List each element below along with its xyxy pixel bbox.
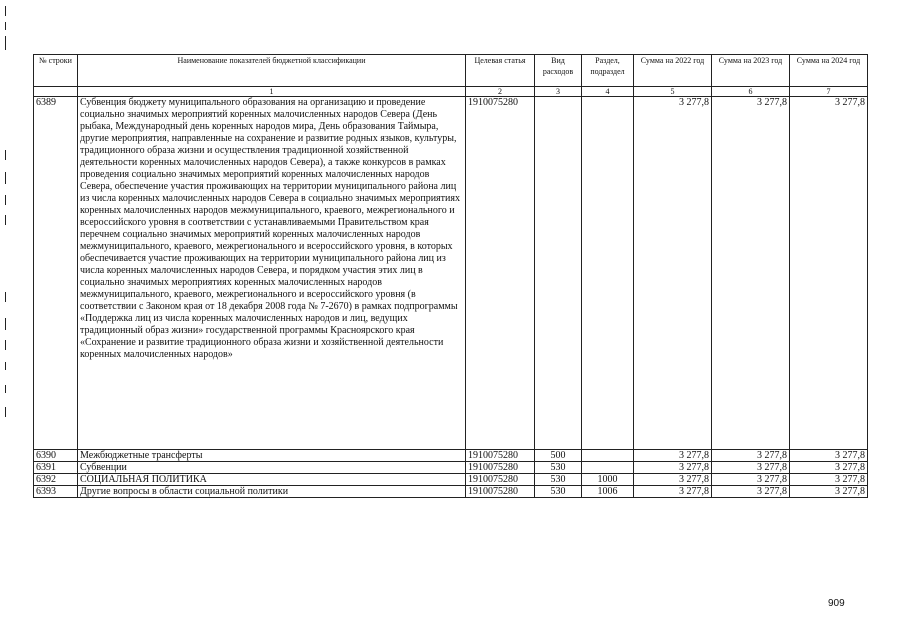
- row-sum-2023: 3 277,8: [712, 474, 790, 486]
- row-expense-type: 500: [535, 450, 582, 462]
- row-name: Межбюджетные трансферты: [78, 450, 466, 462]
- column-number-row: [34, 87, 868, 97]
- row-target-article: 1910075280: [466, 97, 535, 450]
- margin-marks: [0, 0, 10, 636]
- row-expense-type: 530: [535, 474, 582, 486]
- column-number: [34, 87, 78, 97]
- table-row: [34, 450, 868, 462]
- header-row-number: № строки: [34, 55, 78, 87]
- row-sum-2023: 3 277,8: [712, 97, 790, 450]
- row-section: [582, 462, 634, 474]
- row-number: 6390: [34, 450, 78, 462]
- table-row: [34, 97, 868, 450]
- column-number: 1: [78, 87, 466, 97]
- row-name: Субвенции: [78, 462, 466, 474]
- column-number: 2: [466, 87, 535, 97]
- row-section: [582, 450, 634, 462]
- row-sum-2022: 3 277,8: [634, 450, 712, 462]
- row-sum-2024: 3 277,8: [790, 450, 868, 462]
- row-number: 6391: [34, 462, 78, 474]
- column-number: 3: [535, 87, 582, 97]
- row-number: 6393: [34, 486, 78, 498]
- row-section: [582, 97, 634, 450]
- table-row: [34, 462, 868, 474]
- header-expense-type: Вид расходов: [535, 55, 582, 87]
- row-sum-2022: 3 277,8: [634, 97, 712, 450]
- row-name: Другие вопросы в области социальной политики: [78, 486, 466, 498]
- row-number: 6392: [34, 474, 78, 486]
- budget-table: [33, 54, 868, 498]
- row-sum-2024: 3 277,8: [790, 474, 868, 486]
- table-row: [34, 474, 868, 486]
- column-number: 4: [582, 87, 634, 97]
- header-sum-2022: Сумма на 2022 год: [634, 55, 712, 87]
- row-target-article: 1910075280: [466, 474, 535, 486]
- header-section: Раздел, подраздел: [582, 55, 634, 87]
- row-sum-2022: 3 277,8: [634, 474, 712, 486]
- row-name: Субвенция бюджету муниципального образования на организацию и проведение социально значимых мероприятий коренных малочисленных народов Севера (День рыбака, Международный день коренных народов мира, День образования Таймыра, другие мероприятия, направленные на сохранение и развитие родных языков, культуры, традиционного образа жизни и осуществления традиционной хозяйственной деятельности коренных малочисленных народов Севера), а также конкурсов в рамках проведения социально значимых мероприятий коренных малочисленных народов Севера, обеспечение участия проживающих на территории муниципального района лиц из числа коренных малочисленных народов Севера в социально значимых мероприятиях коренных малочисленных народов межмуниципального, краевого, межрегионального и всероссийского уровня в соответствии с устанавливаемыми Правительством края перечнем социально значимых мероприятий коренных малочисленных народов межмуниципального, краевого, межрегионального и всероссийского уровня, в которых обеспечивается участие проживающих на территории муниципального района лиц из числа коренных малочисленных народов Севера, и порядком участия этих лиц в социально значимых мероприятиях коренных малочисленных народов межмуниципального, краевого, межрегионального и всероссийского уровня (в соответствии с Законом края от 18 декабря 2008 года № 7-2670) в рамках подпрограммы «Поддержка лиц из числа коренных малочисленных народов и лиц, ведущих традиционный образ жизни» государственной программы Красноярского края «Сохранение и развитие традиционного образа жизни и хозяйственной деятельности коренных малочисленных народов»: [78, 97, 466, 450]
- row-target-article: 1910075280: [466, 486, 535, 498]
- row-expense-type: 530: [535, 486, 582, 498]
- header-target-article: Целевая статья: [466, 55, 535, 87]
- column-number: 7: [790, 87, 868, 97]
- header-name: Наименование показателей бюджетной классификации: [78, 55, 466, 87]
- row-sum-2023: 3 277,8: [712, 450, 790, 462]
- row-sum-2022: 3 277,8: [634, 462, 712, 474]
- row-section: 1006: [582, 486, 634, 498]
- row-sum-2024: 3 277,8: [790, 462, 868, 474]
- row-sum-2024: 3 277,8: [790, 486, 868, 498]
- page-number: 909: [828, 598, 845, 609]
- row-number: 6389: [34, 97, 78, 450]
- header-row: [34, 55, 868, 87]
- row-name: СОЦИАЛЬНАЯ ПОЛИТИКА: [78, 474, 466, 486]
- row-sum-2023: 3 277,8: [712, 486, 790, 498]
- column-number: 6: [712, 87, 790, 97]
- header-sum-2023: Сумма на 2023 год: [712, 55, 790, 87]
- row-expense-type: [535, 97, 582, 450]
- header-sum-2024: Сумма на 2024 год: [790, 55, 868, 87]
- column-number: 5: [634, 87, 712, 97]
- row-target-article: 1910075280: [466, 450, 535, 462]
- row-sum-2024: 3 277,8: [790, 97, 868, 450]
- row-expense-type: 530: [535, 462, 582, 474]
- row-target-article: 1910075280: [466, 462, 535, 474]
- row-sum-2023: 3 277,8: [712, 462, 790, 474]
- row-section: 1000: [582, 474, 634, 486]
- row-sum-2022: 3 277,8: [634, 486, 712, 498]
- table-row: [34, 486, 868, 498]
